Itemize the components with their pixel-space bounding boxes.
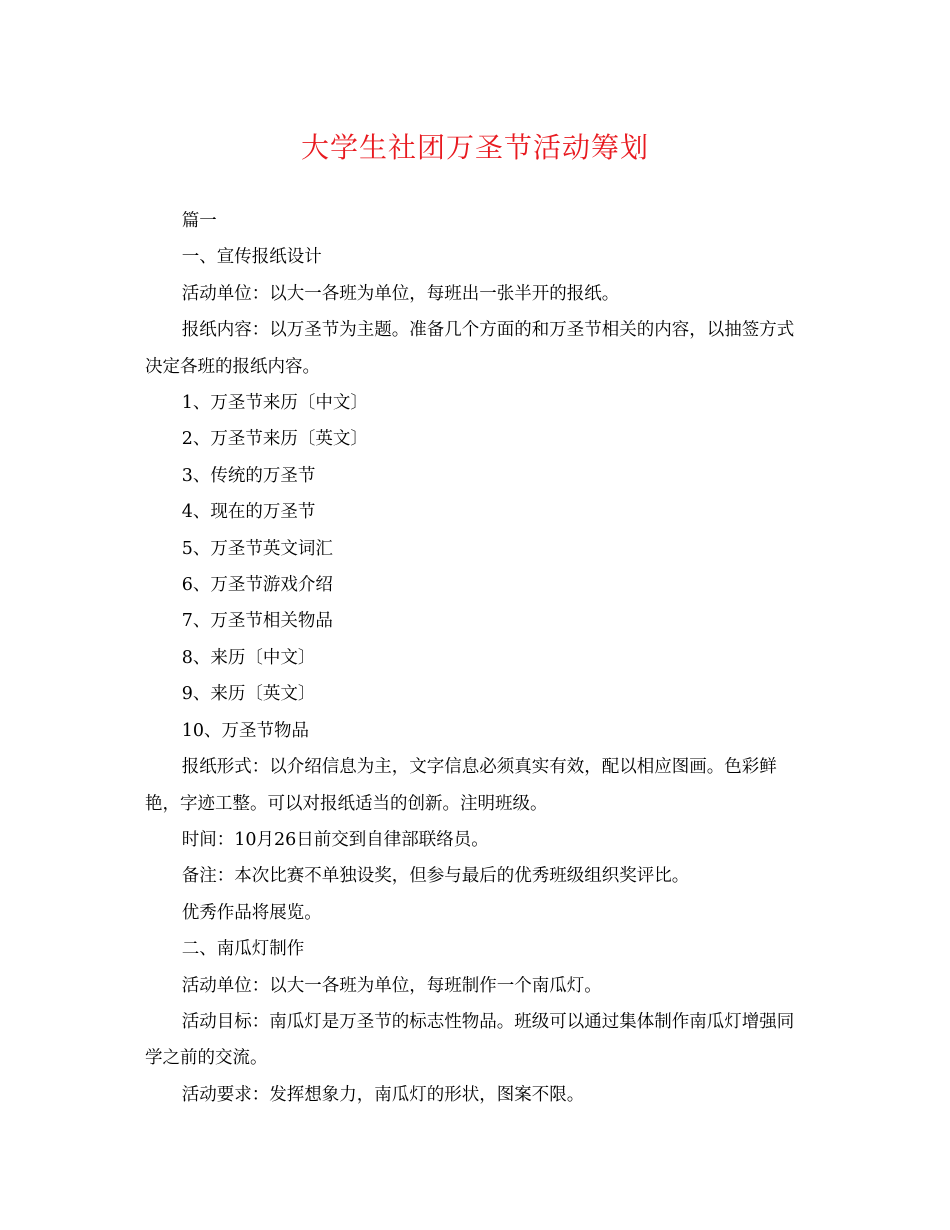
paragraph: 活动单位：以大一各班为单位，每班出一张半开的报纸。: [181, 283, 620, 304]
list-item: 8、来历〔中文〕: [181, 647, 316, 668]
section-heading: 二、南瓜灯制作: [181, 939, 305, 960]
document-title: 大学生社团万圣节活动筹划: [300, 131, 649, 164]
paragraph: 报纸内容：以万圣节为主题。准备几个方面的和万圣节相关的内容，以抽签方式决定各班的报纸内容。: [145, 320, 795, 377]
paragraph: 优秀作品将展览。: [181, 902, 322, 923]
paragraph: 活动目标：南瓜灯是万圣节的标志性物品。班级可以通过集体制作南瓜灯增强同学之前的交流。: [145, 1011, 795, 1069]
list-item: 9、来历〔英文〕: [181, 684, 316, 705]
list-item: 4、现在的万圣节: [181, 502, 316, 523]
list-item: 1、万圣节来历〔中文〕: [181, 393, 368, 414]
list-item: 6、万圣节游戏介绍: [181, 575, 333, 596]
list-item: 7、万圣节相关物品: [181, 611, 333, 632]
paragraph: 报纸形式：以介绍信息为主，文字信息必须真实有效，配以相应图画。色彩鲜艳，字迹工整。可以对报纸适当的创新。注明班级。: [145, 757, 777, 814]
list-item: 2、万圣节来历〔英文〕: [181, 429, 368, 450]
paragraph: 活动要求：发挥想象力，南瓜灯的形状，图案不限。: [181, 1084, 585, 1105]
document-body: [145, 203, 805, 1113]
paragraph: 活动单位：以大一各班为单位，每班制作一个南瓜灯。: [181, 975, 602, 996]
paragraph: 备注：本次比赛不单独设奖，但参与最后的优秀班级组织奖评比。: [181, 866, 690, 887]
list-item: 3、传统的万圣节: [181, 465, 316, 486]
list-item: 10、万圣节物品: [181, 720, 310, 741]
section-heading: 一、宣传报纸设计: [181, 247, 322, 268]
list-item: 5、万圣节英文词汇: [181, 538, 333, 559]
paragraph: 篇一: [181, 211, 217, 231]
paragraph: 时间：10月26日前交到自律部联络员。: [181, 829, 489, 850]
